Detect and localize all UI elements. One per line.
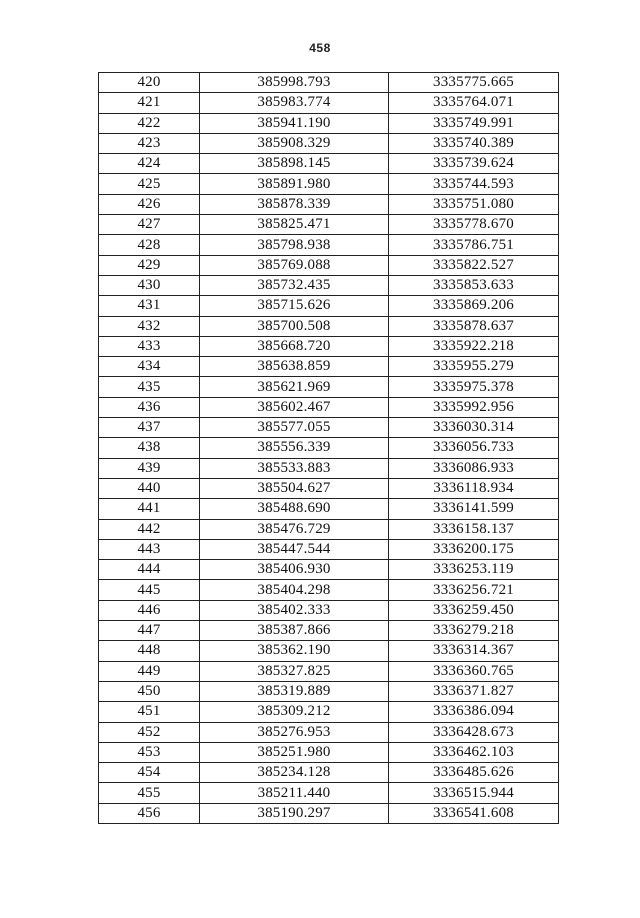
x-coordinate-cell: 385700.508 [200,316,389,336]
y-coordinate-cell: 3336030.314 [389,418,559,438]
y-coordinate-cell: 3336200.175 [389,539,559,559]
y-coordinate-cell: 3335822.527 [389,255,559,275]
point-number-cell: 420 [99,73,200,93]
x-coordinate-cell: 385825.471 [200,215,389,235]
table-row [99,174,559,194]
table-row [99,336,559,356]
table-row [99,133,559,153]
y-coordinate-cell: 3335992.956 [389,397,559,417]
x-coordinate-cell: 385211.440 [200,783,389,803]
point-number-cell: 434 [99,357,200,377]
y-coordinate-cell: 3335853.633 [389,275,559,295]
point-number-cell: 455 [99,783,200,803]
x-coordinate-cell: 385556.339 [200,438,389,458]
table-row [99,661,559,681]
point-number-cell: 441 [99,499,200,519]
table-row [99,377,559,397]
x-coordinate-cell: 385898.145 [200,154,389,174]
point-number-cell: 425 [99,174,200,194]
point-number-cell: 433 [99,336,200,356]
table-row [99,519,559,539]
x-coordinate-cell: 385908.329 [200,133,389,153]
table-row [99,783,559,803]
x-coordinate-cell: 385577.055 [200,418,389,438]
table-row [99,113,559,133]
x-coordinate-cell: 385941.190 [200,113,389,133]
point-number-cell: 446 [99,600,200,620]
table-row [99,316,559,336]
y-coordinate-cell: 3335764.071 [389,93,559,113]
table-row [99,681,559,701]
x-coordinate-cell: 385234.128 [200,763,389,783]
x-coordinate-cell: 385488.690 [200,499,389,519]
y-coordinate-cell: 3336515.944 [389,783,559,803]
x-coordinate-cell: 385891.980 [200,174,389,194]
point-number-cell: 440 [99,478,200,498]
table-row [99,357,559,377]
point-number-cell: 429 [99,255,200,275]
table-row [99,418,559,438]
point-number-cell: 442 [99,519,200,539]
x-coordinate-cell: 385798.938 [200,235,389,255]
table-row [99,458,559,478]
x-coordinate-cell: 385504.627 [200,478,389,498]
x-coordinate-cell: 385251.980 [200,742,389,762]
point-number-cell: 427 [99,215,200,235]
x-coordinate-cell: 385732.435 [200,275,389,295]
y-coordinate-cell: 3335922.218 [389,336,559,356]
point-number-cell: 439 [99,458,200,478]
x-coordinate-cell: 385621.969 [200,377,389,397]
point-number-cell: 451 [99,702,200,722]
x-coordinate-cell: 385406.930 [200,560,389,580]
y-coordinate-cell: 3336428.673 [389,722,559,742]
x-coordinate-cell: 385476.729 [200,519,389,539]
x-coordinate-cell: 385668.720 [200,336,389,356]
y-coordinate-cell: 3335878.637 [389,316,559,336]
y-coordinate-cell: 3336462.103 [389,742,559,762]
y-coordinate-cell: 3336259.450 [389,600,559,620]
y-coordinate-cell: 3336386.094 [389,702,559,722]
x-coordinate-cell: 385533.883 [200,458,389,478]
point-number-cell: 424 [99,154,200,174]
point-number-cell: 452 [99,722,200,742]
table-row [99,194,559,214]
x-coordinate-cell: 385309.212 [200,702,389,722]
x-coordinate-cell: 385638.859 [200,357,389,377]
y-coordinate-cell: 3335786.751 [389,235,559,255]
x-coordinate-cell: 385276.953 [200,722,389,742]
table-row [99,702,559,722]
point-number-cell: 447 [99,621,200,641]
x-coordinate-cell: 385387.866 [200,621,389,641]
point-number-cell: 444 [99,560,200,580]
table-row [99,600,559,620]
table-row [99,722,559,742]
y-coordinate-cell: 3336360.765 [389,661,559,681]
point-number-cell: 435 [99,377,200,397]
y-coordinate-cell: 3336485.626 [389,763,559,783]
y-coordinate-cell: 3336141.599 [389,499,559,519]
table-row [99,255,559,275]
point-number-cell: 432 [99,316,200,336]
x-coordinate-cell: 385447.544 [200,539,389,559]
table-row [99,499,559,519]
x-coordinate-cell: 385319.889 [200,681,389,701]
y-coordinate-cell: 3336541.608 [389,803,559,823]
point-number-cell: 422 [99,113,200,133]
point-number-cell: 437 [99,418,200,438]
table-row [99,235,559,255]
y-coordinate-cell: 3335869.206 [389,296,559,316]
x-coordinate-cell: 385190.297 [200,803,389,823]
y-coordinate-cell: 3335778.670 [389,215,559,235]
x-coordinate-cell: 385402.333 [200,600,389,620]
x-coordinate-cell: 385327.825 [200,661,389,681]
point-number-cell: 431 [99,296,200,316]
x-coordinate-cell: 385602.467 [200,397,389,417]
y-coordinate-cell: 3335740.389 [389,133,559,153]
point-number-cell: 421 [99,93,200,113]
coordinate-table-body [99,73,559,824]
y-coordinate-cell: 3335749.991 [389,113,559,133]
point-number-cell: 450 [99,681,200,701]
y-coordinate-cell: 3335751.080 [389,194,559,214]
point-number-cell: 443 [99,539,200,559]
table-row [99,580,559,600]
y-coordinate-cell: 3336086.933 [389,458,559,478]
point-number-cell: 456 [99,803,200,823]
table-row [99,296,559,316]
x-coordinate-cell: 385715.626 [200,296,389,316]
point-number-cell: 423 [99,133,200,153]
table-row [99,93,559,113]
point-number-cell: 448 [99,641,200,661]
table-row [99,275,559,295]
x-coordinate-cell: 385404.298 [200,580,389,600]
x-coordinate-cell: 385998.793 [200,73,389,93]
y-coordinate-cell: 3335975.378 [389,377,559,397]
point-number-cell: 428 [99,235,200,255]
x-coordinate-cell: 385362.190 [200,641,389,661]
table-row [99,438,559,458]
y-coordinate-cell: 3335955.279 [389,357,559,377]
point-number-cell: 449 [99,661,200,681]
table-row [99,478,559,498]
table-row [99,803,559,823]
y-coordinate-cell: 3336256.721 [389,580,559,600]
y-coordinate-cell: 3335744.593 [389,174,559,194]
table-row [99,215,559,235]
table-row [99,73,559,93]
point-number-cell: 445 [99,580,200,600]
coordinate-table [98,72,559,824]
point-number-cell: 454 [99,763,200,783]
y-coordinate-cell: 3335775.665 [389,73,559,93]
y-coordinate-cell: 3336371.827 [389,681,559,701]
table-row [99,641,559,661]
x-coordinate-cell: 385769.088 [200,255,389,275]
y-coordinate-cell: 3336314.367 [389,641,559,661]
table-row [99,397,559,417]
point-number-cell: 430 [99,275,200,295]
point-number-cell: 426 [99,194,200,214]
table-row [99,763,559,783]
y-coordinate-cell: 3336056.733 [389,438,559,458]
point-number-cell: 436 [99,397,200,417]
point-number-cell: 438 [99,438,200,458]
x-coordinate-cell: 385878.339 [200,194,389,214]
point-number-cell: 453 [99,742,200,762]
y-coordinate-cell: 3336118.934 [389,478,559,498]
y-coordinate-cell: 3335739.624 [389,154,559,174]
y-coordinate-cell: 3336158.137 [389,519,559,539]
table-row [99,742,559,762]
y-coordinate-cell: 3336253.119 [389,560,559,580]
page-number: 458 [309,41,331,55]
table-row [99,539,559,559]
table-row [99,560,559,580]
y-coordinate-cell: 3336279.218 [389,621,559,641]
x-coordinate-cell: 385983.774 [200,93,389,113]
table-row [99,154,559,174]
table-row [99,621,559,641]
